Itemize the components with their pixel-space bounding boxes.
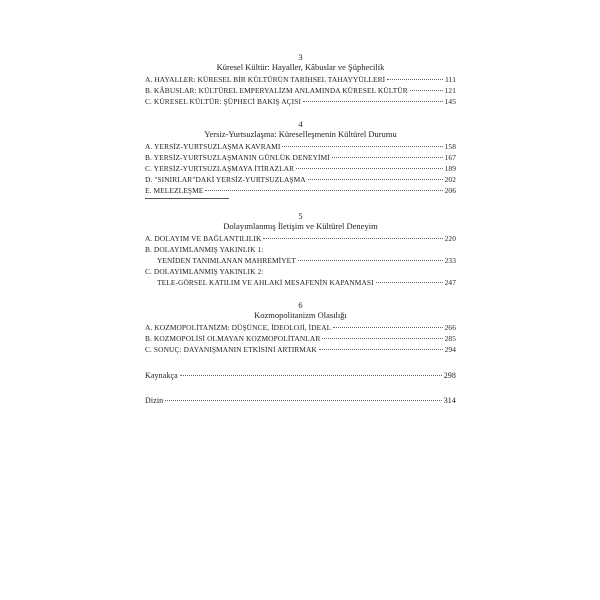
toc-entry[interactable] [145, 334, 456, 345]
leader-dots [387, 79, 443, 80]
leader-dots [303, 101, 443, 102]
entry-label: B. YERSİZ-YURTSUZLAŞMANIN GÜNLÜK DENEYİMİ [145, 153, 330, 163]
entry-page: 233 [444, 255, 456, 265]
entry-label: Dizin [145, 395, 164, 405]
entry-label: Kaynakça [145, 370, 178, 380]
chapter-title: Kozmopolitanizm Olasılığı [254, 310, 347, 321]
entry-label: D. "SINIRLAR"DAKİ YERSİZ-YURTSUZLAŞMA [145, 174, 306, 184]
entry-label: C. YERSİZ-YURTSUZLAŞMAYA İTİRAZLAR [145, 163, 295, 173]
entry-label: A. KOZMOPOLİTANİZM: DÜŞÜNCE, İDEOLOJİ, İDEAL [145, 323, 332, 333]
entry-page: 285 [444, 334, 456, 344]
entry-label: A. DOLAYIM VE BAĞLANTILILIK [145, 234, 262, 244]
leader-dots [296, 168, 442, 169]
chapter-number: 6 [298, 300, 303, 311]
table-of-contents [145, 52, 456, 406]
entry-page: 220 [444, 234, 456, 244]
entry-page: 145 [444, 96, 456, 106]
entry-label: E. MELEZLEŞME [145, 185, 204, 195]
entry-label: C. DOLAYIMLANMIŞ YAKINLIK 2: [145, 266, 264, 276]
chapter-3 [145, 52, 456, 107]
toc-entry-index[interactable] [145, 395, 456, 406]
toc-entry[interactable] [145, 234, 456, 245]
toc-entry[interactable] [145, 267, 456, 278]
entry-page: 206 [444, 185, 456, 195]
toc-entry[interactable] [145, 245, 456, 256]
toc-entry[interactable] [145, 86, 456, 97]
entry-page: 202 [444, 174, 456, 184]
leader-dots [263, 238, 442, 239]
entry-label: B. KOZMOPOLİSİ OLMAYAN KOZMOPOLİTANLAR [145, 334, 321, 344]
entry-label-continuation: TELE-GÖRSEL KATILIM VE AHLAKİ MESAFENİN KAPANMASI [157, 277, 374, 287]
chapter-title: Yersiz-Yurtsuzlaşma: Küreselleşmenin Kültürel Durumu [204, 129, 397, 140]
entry-page: 294 [444, 344, 456, 354]
entry-page: 189 [444, 163, 456, 173]
chapter-title: Dolayımlanmış İletişim ve Kültürel Deneyim [223, 221, 378, 232]
toc-entry-continuation[interactable] [145, 278, 456, 289]
entry-label: A. YERSİZ-YURTSUZLAŞMA KAVRAMI [145, 142, 281, 152]
entry-page: 167 [444, 153, 456, 163]
chapter-number: 3 [298, 52, 303, 62]
entry-page: 266 [444, 323, 456, 333]
entry-label: A. HAYALLER: KÜRESEL BİR KÜLTÜRÜN TARİHSEL TAHAYYÜLLERİ [145, 75, 386, 84]
entry-page: 314 [443, 395, 456, 405]
toc-entry[interactable] [145, 153, 456, 164]
leader-dots [410, 90, 443, 91]
leader-dots [165, 400, 441, 401]
entry-page: 111 [445, 75, 456, 84]
entry-label: B. DOLAYIMLANMIŞ YAKINLIK 1: [145, 245, 264, 255]
entry-label: B. KÂBUSLAR: KÜLTÜREL EMPERYALİZM ANLAMINDA KÜRESEL KÜLTÜR [145, 85, 408, 95]
toc-entry[interactable] [145, 345, 456, 356]
leader-dots [205, 190, 442, 191]
entry-page: 247 [444, 277, 456, 287]
chapter-title: Küresel Kültür: Hayaller, Kâbuslar ve Şüphecilik [216, 62, 385, 72]
chapter-5 [145, 211, 456, 288]
toc-entry[interactable] [145, 186, 456, 197]
entry-label-continuation: YENİDEN TANIMLANAN MAHREMİYET [157, 255, 296, 265]
leader-dots [333, 327, 442, 328]
toc-entry[interactable] [145, 323, 456, 334]
entry-label: C. SONUÇ: DAYANIŞMANIN ETKİSİNİ ARTIRMAK [145, 344, 317, 354]
leader-dots [298, 260, 443, 261]
entry-label: C. KÜRESEL KÜLTÜR: ŞÜPHECİ BAKIŞ AÇISI [145, 96, 302, 106]
entry-page: 158 [444, 142, 456, 152]
entry-page: 121 [444, 85, 456, 95]
leader-dots [319, 349, 443, 350]
leader-dots [282, 146, 442, 147]
toc-entry[interactable] [145, 75, 456, 86]
leader-dots [308, 179, 443, 180]
toc-entry-continuation[interactable] [145, 256, 456, 267]
toc-entry[interactable] [145, 142, 456, 153]
chapter-number: 5 [298, 211, 303, 222]
leader-dots [322, 338, 442, 339]
leader-dots [180, 375, 442, 376]
chapter-4 [145, 119, 456, 199]
chapter-number: 4 [298, 119, 303, 130]
chapter-6 [145, 300, 456, 355]
leader-dots [332, 157, 443, 158]
toc-entry[interactable] [145, 97, 456, 108]
toc-entry[interactable] [145, 175, 456, 186]
leader-dots [376, 282, 443, 283]
entry-page: 298 [443, 370, 456, 380]
toc-entry[interactable] [145, 164, 456, 175]
toc-entry-bibliography[interactable] [145, 370, 456, 381]
